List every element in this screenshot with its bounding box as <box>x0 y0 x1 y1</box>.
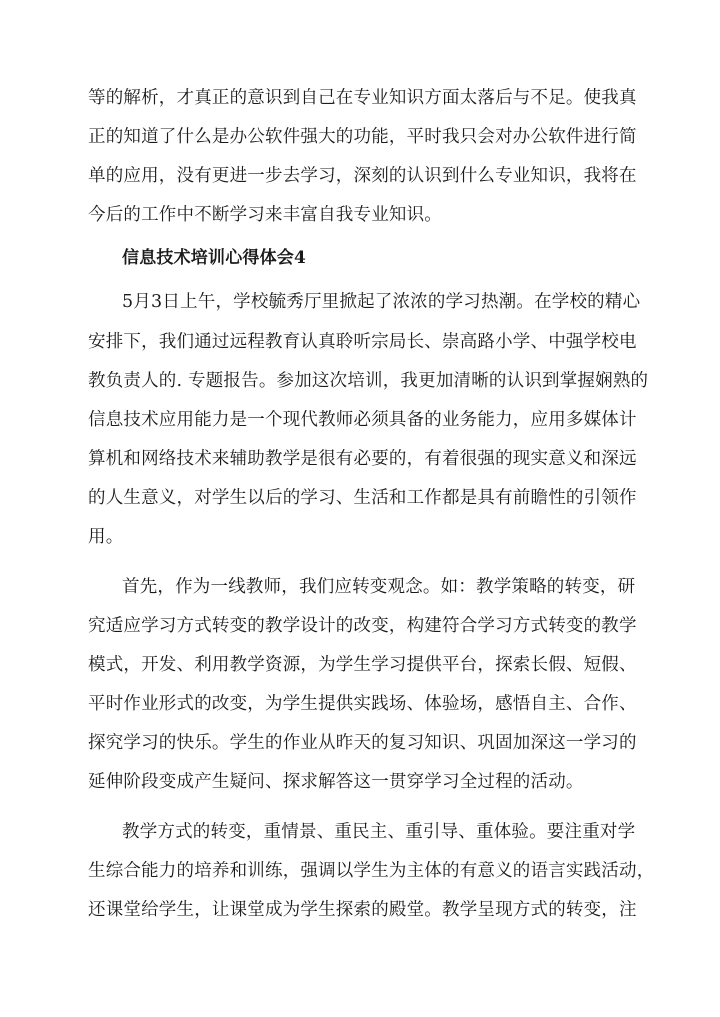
text-line: 单的应用，没有更进一步去学习，深刻的认识到什么专业知识，我将在 <box>88 166 637 186</box>
text-line: 探究学习的快乐。学生的作业从昨天的复习知识、巩固加深这一学习的 <box>88 733 637 753</box>
text-line: 教学方式的转变，重情景、重民主、重引导、重体验。要注重对学 <box>122 822 636 842</box>
text-line: 信息技术应用能力是一个现代教师必须具备的业务能力，应用多媒体计 <box>88 410 637 430</box>
text-line: 用。 <box>88 527 124 547</box>
text-line: 5月3日上午，学校毓秀厅里掀起了浓浓的学习热潮。在学校的精心 <box>122 292 641 312</box>
text-line: 首先，作为一线教师，我们应转变观念。如：教学策略的转变，研 <box>122 577 636 597</box>
text-line: 延伸阶段变成产生疑问、探求解答这一贯穿学习全过程的活动。 <box>88 772 584 792</box>
section-heading: 信息技术培训心得体会4 <box>122 248 307 268</box>
text-line: 还课堂给学生，让课堂成为学生探索的殿堂。教学呈现方式的转变，注 <box>88 900 637 920</box>
text-line: 教负责人的. 专题报告。参加这次培训，我更加清晰的认识到掌握娴熟的 <box>88 371 649 391</box>
text-line: 今后的工作中不断学习来丰富自我专业知识。 <box>88 205 442 225</box>
text-line: 平时作业形式的改变，为学生提供实践场、体验场，感悟自主、合作、 <box>88 694 637 714</box>
text-line: 算机和网络技术来辅助教学是很有必要的，有着很强的现实意义和深远 <box>88 449 637 469</box>
text-line: 安排下，我们通过远程教育认真聆听宗局长、崇高路小学、中强学校电 <box>88 332 637 352</box>
text-line: 的人生意义，对学生以后的学习、生活和工作都是具有前瞻性的引领作 <box>88 488 637 508</box>
text-line: 模式，开发、利用教学资源，为学生学习提供平台，探索长假、短假、 <box>88 655 637 675</box>
text-line: 正的知道了什么是办公软件强大的功能，平时我只会对办公软件进行简 <box>88 127 637 147</box>
text-line: 等的解析，才真正的意识到自己在专业知识方面太落后与不足。使我真 <box>88 88 637 108</box>
text-line: 究适应学习方式转变的教学设计的改变，构建符合学习方式转变的教学 <box>88 616 637 636</box>
text-line: 生综合能力的培养和训练，强调以学生为主体的有意义的语言实践活动， <box>88 861 655 881</box>
